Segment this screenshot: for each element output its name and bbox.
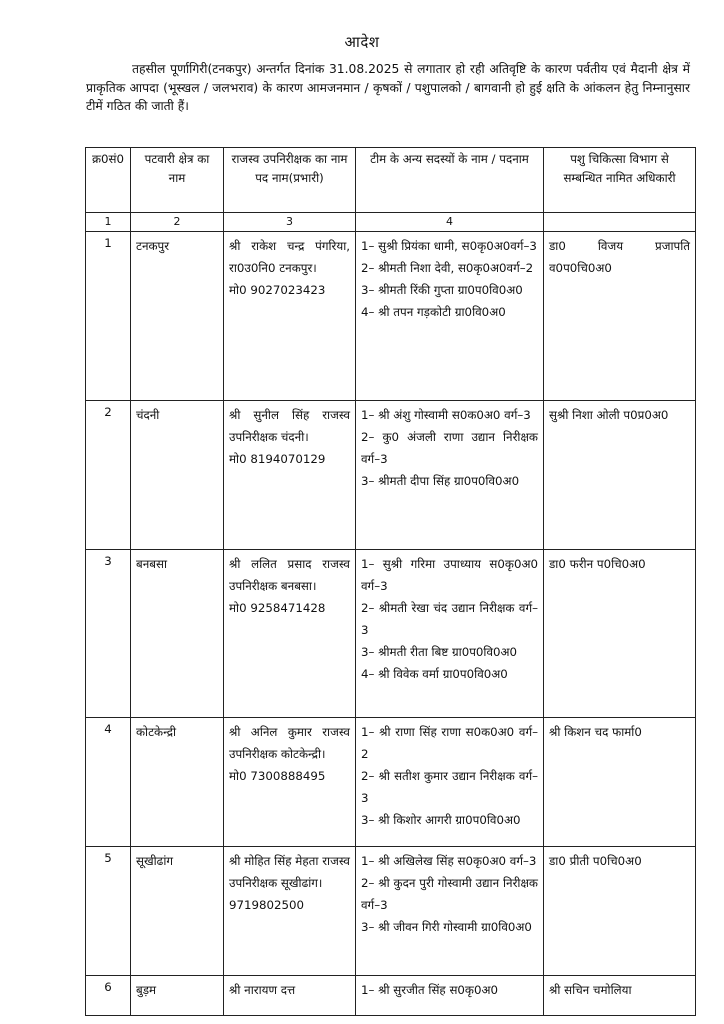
row-inspector-cell [224,550,356,718]
row-sno: 6 [86,976,131,1016]
row-area: कोटकेन्द्री [136,725,177,739]
row-members-cell [356,718,544,847]
member-entry: 2– श्रीमती निशा देवी, स0कृ0अ0वर्ग–2 [361,261,534,275]
row-members-cell [356,232,544,401]
member-entry: 1– सुश्री प्रियंका धामी, स0कृ0अ0वर्ग–3 [361,239,537,253]
table-row [86,401,696,550]
inspector-mobile: 9719802500 [229,898,305,912]
member-entry: 2– श्री सतीश कुमार उद्यान निरीक्षक वर्ग–3 [361,769,538,805]
vet-officer: श्री सचिन चमोलिया [549,983,632,997]
row-inspector-cell [224,847,356,976]
member-entry: 4– श्री विवेक वर्मा ग्रा0प0वि0अ0 [361,667,508,681]
table-row [86,550,696,718]
column-number: 1 [86,213,131,232]
row-area: टनकपुर [136,239,170,253]
member-entry: 1– श्री अंशु गोस्वामी स0क0अ0 वर्ग–3 [361,408,531,422]
table-row [86,718,696,847]
inspector-name: श्री ललित प्रसाद राजस्व उपनिरीक्षक बनबसा। [229,557,350,593]
column-number: 2 [131,213,224,232]
row-sno: 3 [86,550,131,718]
member-entry: 1– श्री अखिलेख सिंह स0कृ0अ0 वर्ग–3 [361,854,537,868]
vet-officer: डा0 प्रीती प0चि0अ0 [549,854,642,868]
vet-officer: डा0 विजय प्रजापति व0प0चि0अ0 [549,239,690,275]
member-entry: 3– श्रीमती रीता बिष्ट ग्रा0प0वि0अ0 [361,645,518,659]
row-vet-cell [544,232,696,401]
inspector-mobile: मो0 7300888495 [229,769,326,783]
member-entry: 4– श्री तपन गड़कोटी ग्रा0वि0अ0 [361,305,506,319]
inspector-name: श्री राकेश चन्द्र पंगरिया, रा0उ0नि0 टनकपुर। [229,239,350,275]
row-members-cell [356,976,544,1016]
row-area-cell [131,847,224,976]
teams-table [85,147,696,1016]
header-sno: क्र0सं0 [86,148,131,213]
row-members-cell [356,550,544,718]
row-area-cell [131,976,224,1016]
row-sno: 2 [86,401,131,550]
inspector-mobile: मो0 9258471428 [229,601,326,615]
intro-paragraph: तहसील पूर्णागिरी(टनकपुर) अन्तर्गत दिनांक 31.08.2025 से लगातार हो रही अतिवृष्टि के कारण पर्वतीय एवं मैदानी क्षेत्र में प्राकृतिक आपदा (भूस्खल / जलभराव) के कारण आमजनमान / कृषकों / पशुपालको / बागवानी हो हुई क्षति के आंकलन हेतु निम्नानुसार टीमें गठित की जाती हैं। [86,62,690,114]
member-entry: 3– श्री किशोर आगरी ग्रा0प0वि0अ0 [361,813,521,827]
column-number: 4 [356,213,544,232]
inspector-mobile: मो0 9027023423 [229,283,326,297]
row-area: सूखीढांग [136,854,174,868]
row-inspector-cell [224,976,356,1016]
member-entry: 1– श्री राणा सिंह राणा स0क0अ0 वर्ग–2 [361,725,538,761]
inspector-name: श्री सुनील सिंह राजस्व उपनिरीक्षक चंदनी। [229,408,350,444]
member-entry: 1– सुश्री गरिमा उपाध्याय स0कृ0अ0 वर्ग–3 [361,557,538,593]
row-area-cell [131,401,224,550]
row-vet-cell [544,847,696,976]
row-area-cell [131,232,224,401]
row-vet-cell [544,550,696,718]
column-number: 3 [224,213,356,232]
header-inspector: राजस्व उपनिरीक्षक का नाम पद नाम(प्रभारी) [224,148,356,213]
row-members-cell [356,401,544,550]
vet-officer: डा0 फरीन प0चि0अ0 [549,557,646,571]
row-sno: 4 [86,718,131,847]
header-area: पटवारी क्षेत्र का नाम [131,148,224,213]
row-vet-cell [544,401,696,550]
member-entry: 2– कु0 अंजली राणा उद्यान निरीक्षक वर्ग–3 [361,430,538,466]
member-entry: 2– श्री कुदन पुरी गोस्वामी उद्यान निरीक्षक वर्ग–3 [361,876,538,912]
vet-officer: श्री किशन चद फार्मा0 [549,725,642,739]
row-inspector-cell [224,401,356,550]
inspector-name: श्री नारायण दत्त [229,983,296,997]
document-title: आदेश [344,33,380,51]
row-inspector-cell [224,232,356,401]
vet-officer: सुश्री निशा ओली प0प्र0अ0 [549,408,669,422]
row-area: बनबसा [136,557,168,571]
header-members: टीम के अन्य सदस्यों के नाम / पदनाम [356,148,544,213]
member-entry: 1– श्री सुरजीत सिंह स0कृ0अ0 [361,983,499,997]
inspector-name: श्री अनिल कुमार राजस्व उपनिरीक्षक कोटकेन्द्री। [229,725,350,761]
column-number [544,213,696,232]
table-header-row [86,148,696,213]
row-vet-cell [544,718,696,847]
row-sno: 5 [86,847,131,976]
member-entry: 3– श्रीमती रिंकी गुप्ता ग्रा0प0वि0अ0 [361,283,523,297]
column-number-row [86,213,696,232]
row-sno: 1 [86,232,131,401]
member-entry: 3– श्री जीवन गिरी गोस्वामी ग्रा0वि0अ0 [361,920,532,934]
table-row [86,847,696,976]
table-row [86,976,696,1016]
row-area: बुड़म [136,983,157,997]
inspector-name: श्री मोहित सिंह मेहता राजस्व उपनिरीक्षक सूखीढांग। [229,854,350,890]
member-entry: 3– श्रीमती दीपा सिंह ग्रा0प0वि0अ0 [361,474,520,488]
header-vet-officer: पशु चिकित्सा विभाग से सम्बन्धित नामित अधिकारी [544,148,696,213]
row-members-cell [356,847,544,976]
member-entry: 2– श्रीमती रेखा चंद उद्यान निरीक्षक वर्ग–3 [361,601,538,637]
row-area-cell [131,550,224,718]
inspector-mobile: मो0 8194070129 [229,452,326,466]
row-inspector-cell [224,718,356,847]
row-area-cell [131,718,224,847]
row-area: चंदनी [136,408,160,422]
row-vet-cell [544,976,696,1016]
table-row [86,232,696,401]
